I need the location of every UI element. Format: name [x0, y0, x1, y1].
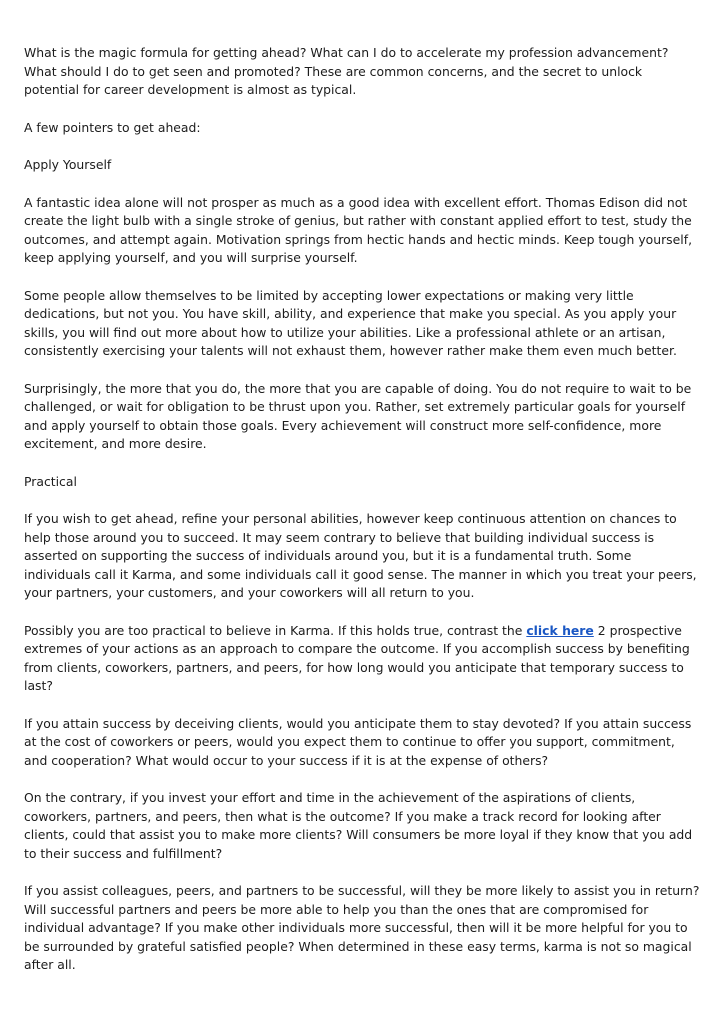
paragraph-karma: If you wish to get ahead, refine your personal abilities, however keep continuous attention on chances to help those around you to succeed. It may seem contrary to believe that building individual success is asserted on supporting the success of individuals around you, but it is a fundamental truth. Some individuals call it Karma, and some individuals call it good sense. The manner in which you treat your peers, your partners, your customers, and your coworkers will all return to you.	[24, 511, 697, 600]
article-body	[24, 44, 700, 994]
paragraph-deceiving: If you attain success by deceiving clients, would you anticipate them to stay devoted? If you attain success at the cost of coworkers or peers, would you expect them to continue to offer you support, commitment, and cooperation? What would occur to your success if it is at the expense of others?	[24, 715, 692, 768]
paragraph-assist: If you assist colleagues, peers, and partners to be successful, will they be more likely to assist you in return? Will successful partners and peers be more able to help you than the ones that are compromised for individual advantage? If you make other individuals more successful, then will it be more helpful for you to be surrounded by grateful satisfied people? When determined in these easy terms, karma is not so magical after all.	[24, 883, 700, 972]
paragraph-edison: A fantastic idea alone will not prosper as much as a good idea with excellent effort. Thomas Edison did not create the light bulb with a single stroke of genius, but rather with constant applied effort to test, study the outcomes, and attempt again. Motivation springs from hectic hands and hectic minds. Keep tough yourself, keep applying yourself, and you will surprise yourself.	[24, 194, 693, 265]
heading-apply-yourself: Apply Yourself	[24, 157, 112, 172]
paragraph-extremes-before: Possibly you are too practical to believe in Karma. If this holds true, contrast the	[24, 622, 527, 638]
paragraph-goals: Surprisingly, the more that you do, the more that you are capable of doing. You do not require to wait to be challenged, or wait for obligation to be thrust upon you. Rather, set extremely particular goals for yourself and apply yourself to obtain those goals. Every achievement will construct more self-confidence, more excitement, and more desire.	[24, 380, 692, 451]
paragraph-skills: Some people allow themselves to be limited by accepting lower expectations or making very little dedications, but not you. You have skill, ability, and experience that make you special. As you apply your skills, you will find out more about how to utilize your abilities. Like a professional athlete or an artisan, consistently exercising your talents will not exhaust them, however rather make them even much better.	[24, 287, 677, 358]
click-here-link[interactable]: click here	[526, 622, 594, 638]
heading-practical: Practical	[24, 473, 77, 489]
paragraph-extremes-after: 2 prospective extremes of your actions as an approach to compare the outcome. If you accomplish success by benefiting from clients, coworkers, partners, and peers, for how long would you anticipate that temporary success to last?	[24, 622, 690, 693]
paragraph-pointers: A few pointers to get ahead:	[24, 119, 201, 135]
paragraph-extremes	[24, 622, 700, 696]
paragraph-invest: On the contrary, if you invest your effort and time in the achievement of the aspirations of clients, coworkers, partners, and peers, then what is the outcome? If you make a track record for looking after clients, could that assist you to make more clients? Will consumers be more loyal if they know that you add to their success and fulfillment?	[24, 790, 693, 861]
paragraph-intro: What is the magic formula for getting ahead? What can I do to accelerate my profession advancement? What should I do to get seen and promoted? These are common concerns, and the secret to unlock potential for career development is almost as typical.	[24, 45, 669, 97]
